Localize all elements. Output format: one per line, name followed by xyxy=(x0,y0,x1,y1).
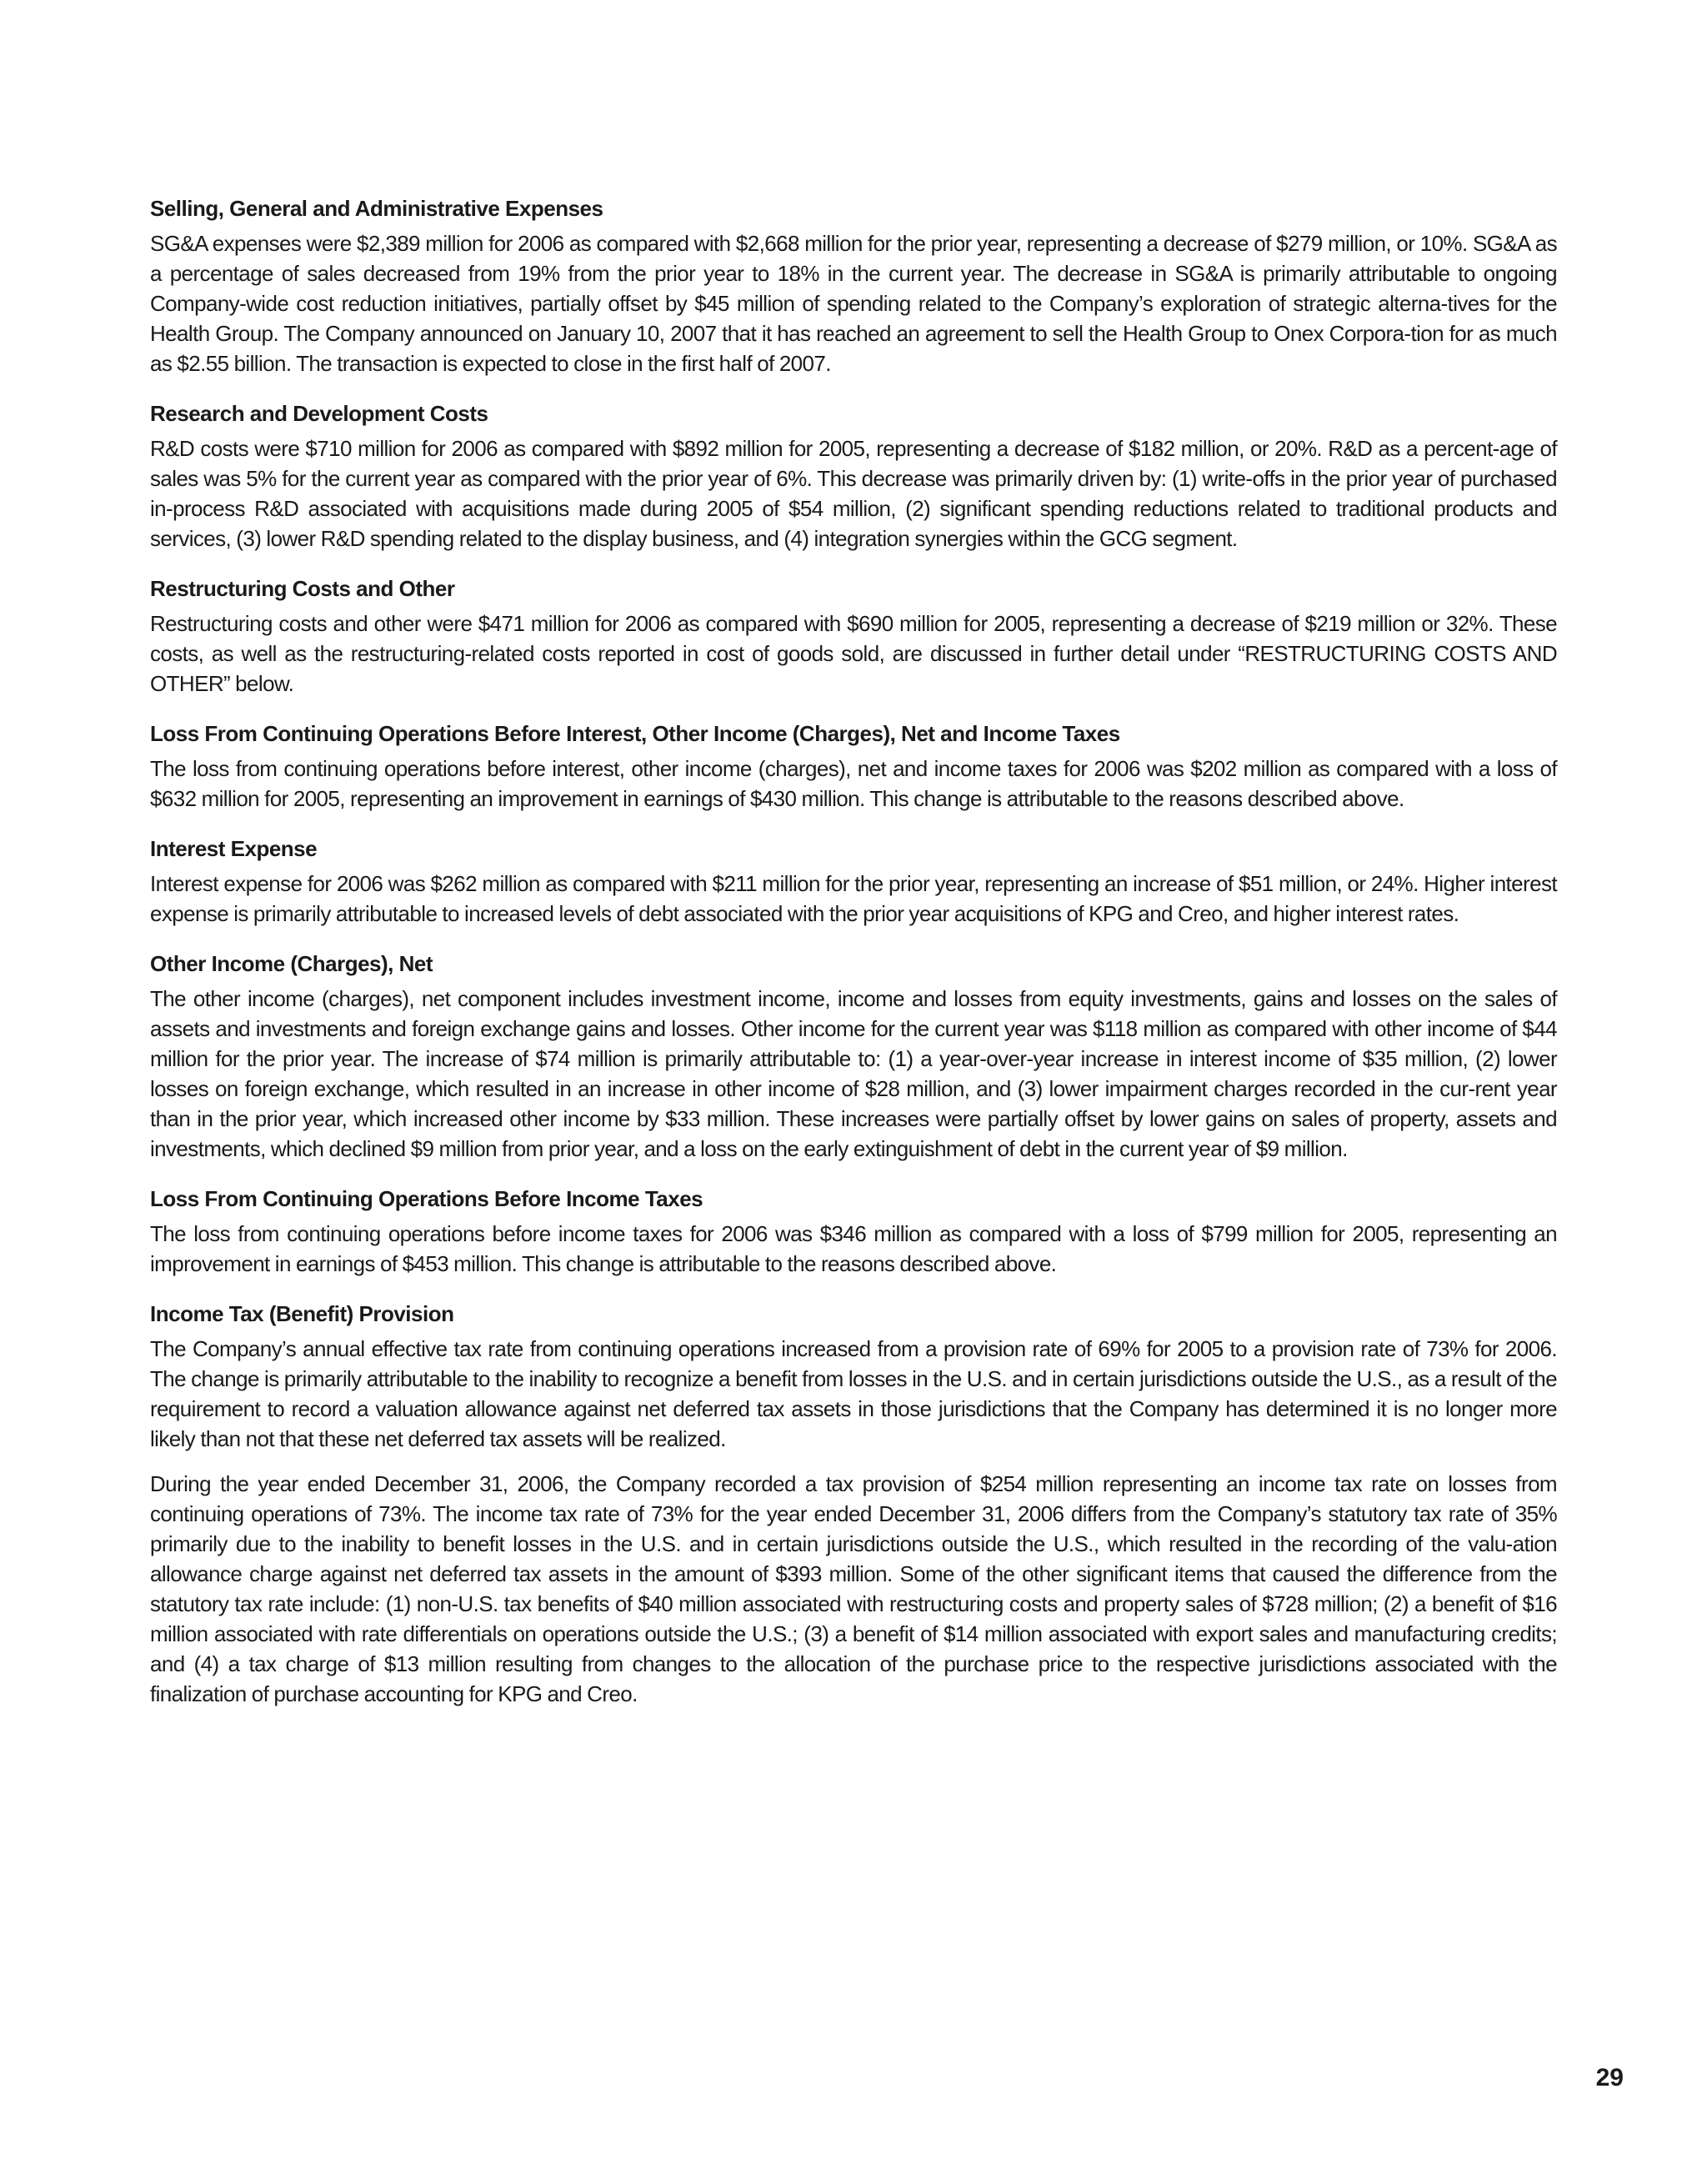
section-heading: Selling, General and Administrative Expenses xyxy=(150,196,603,221)
section-paragraph: During the year ended December 31, 2006, the Company recorded a tax provision of $254 million representing an income tax rate on losses from continuing operations of 73%. The income tax rate of 73% for the year ended December 31, 2006 differs from the Company’s statutory tax rate of 35% primarily due to the inability to benefit losses in the U.S. and in certain jurisdictions outside the U.S., which resulted in the recording of the valu-ation allowance charge against net deferred tax assets in the amount of $393 million. Some of the other significant items that caused the difference from the statutory tax rate include: (1) non-U.S. tax benefits of $40 million associated with restructuring costs and property sales of $728 million; (2) a benefit of $16 million associated with rate differentials on operations outside the U.S.; (3) a benefit of $14 million associated with export sales and manufacturing credits; and (4) a tax charge of $13 million resulting from changes to the allocation of the purchase price to the respective jurisdictions associated with the finalization of purchase accounting for KPG and Creo. xyxy=(150,1471,1557,1706)
section-heading: Income Tax (Benefit) Provision xyxy=(150,1301,454,1326)
section-sga-expenses xyxy=(150,193,1557,378)
section-loss-before-interest xyxy=(150,719,1557,814)
page-number: 29 xyxy=(1595,2064,1624,2091)
section-heading: Research and Development Costs xyxy=(150,401,488,426)
section-paragraph: Restructuring costs and other were $471 million for 2006 as compared with $690 million for 2005, representing a decrease of $219 million or 32%. These costs, as well as the restructuring-related costs reported in cost of goods sold, are discussed in further detail under “RESTRUCTURING COSTS AND OTHER” below. xyxy=(150,611,1557,696)
section-loss-before-taxes xyxy=(150,1184,1557,1279)
section-heading: Interest Expense xyxy=(150,836,318,861)
section-paragraph: SG&A expenses were $2,389 million for 2006 as compared with $2,668 million for the prior year, representing a decrease of $279 million, or 10%. SG&A as a percentage of sales decreased from 19% from the prior year to 18% in the current year. The decrease in SG&A is primarily attributable to ongoing Company-wide cost reduction initiatives, partially offset by $45 million of spending related to the Company’s exploration of strategic alterna-tives for the Health Group. The Company announced on January 10, 2007 that it has reached an agreement to sell the Health Group to Onex Corpora-tion for as much as $2.55 billion. The transaction is expected to close in the first half of 2007. xyxy=(150,231,1557,376)
section-heading: Other Income (Charges), Net xyxy=(150,951,433,976)
section-heading: Restructuring Costs and Other xyxy=(150,576,455,601)
section-rd-costs xyxy=(150,398,1557,554)
section-paragraph: R&D costs were $710 million for 2006 as compared with $892 million for 2005, representing a decrease of $182 million, or 20%. R&D as a percent-age of sales was 5% for the current year as compared with the prior year of 6%. This decrease was primarily driven by: (1) write-offs in the prior year of purchased in-process R&D associated with acquisitions made during 2005 of $54 million, (2) significant spending reductions related to traditional products and services, (3) lower R&D spending related to the display business, and (4) integration synergies within the GCG segment. xyxy=(150,436,1557,551)
section-heading: Loss From Continuing Operations Before Interest, Other Income (Charges), Net and Income Taxes xyxy=(150,721,1120,746)
section-heading: Loss From Continuing Operations Before Income Taxes xyxy=(150,1186,703,1211)
section-income-tax xyxy=(150,1299,1557,1709)
document-body xyxy=(150,193,1557,1729)
section-paragraph: Interest expense for 2006 was $262 million as compared with $211 million for the prior year, representing an increase of $51 million, or 24%. Higher interest expense is primarily attributable to increased levels of debt associated with the prior year acquisitions of KPG and Creo, and higher interest rates. xyxy=(150,871,1557,926)
section-restructuring-costs xyxy=(150,574,1557,699)
section-interest-expense xyxy=(150,834,1557,929)
section-other-income xyxy=(150,949,1557,1164)
section-paragraph: The loss from continuing operations before income taxes for 2006 was $346 million as compared with a loss of $799 million for 2005, representing an improvement in earnings of $453 million. This change is attributable to the reasons described above. xyxy=(150,1221,1557,1276)
section-paragraph: The other income (charges), net component includes investment income, income and losses from equity investments, gains and losses on the sales of assets and investments and foreign exchange gains and losses. Other income for the current year was $118 million as compared with other income of $44 million for the prior year. The increase of $74 million is primarily attributable to: (1) a year-over-year increase in interest income of $35 million, (2) lower losses on foreign exchange, which resulted in an increase in other income of $28 million, and (3) lower impairment charges recorded in the cur-rent year than in the prior year, which increased other income by $33 million. These increases were partially offset by lower gains on sales of property, assets and investments, which declined $9 million from prior year, and a loss on the early extinguishment of debt in the current year of $9 million. xyxy=(150,986,1557,1161)
section-paragraph: The loss from continuing operations before interest, other income (charges), net and income taxes for 2006 was $202 million as compared with a loss of $632 million for 2005, representing an improvement in earnings of $430 million. This change is attributable to the reasons described above. xyxy=(150,756,1557,811)
section-paragraph: The Company’s annual effective tax rate from continuing operations increased from a provision rate of 69% for 2005 to a provision rate of 73% for 2006. The change is primarily attributable to the inability to recognize a benefit from losses in the U.S. and in certain jurisdictions outside the U.S., as a result of the requirement to record a valuation allowance against net deferred tax assets in those jurisdictions that the Company has determined it is no longer more likely than not that these net deferred tax assets will be realized. xyxy=(150,1336,1557,1451)
